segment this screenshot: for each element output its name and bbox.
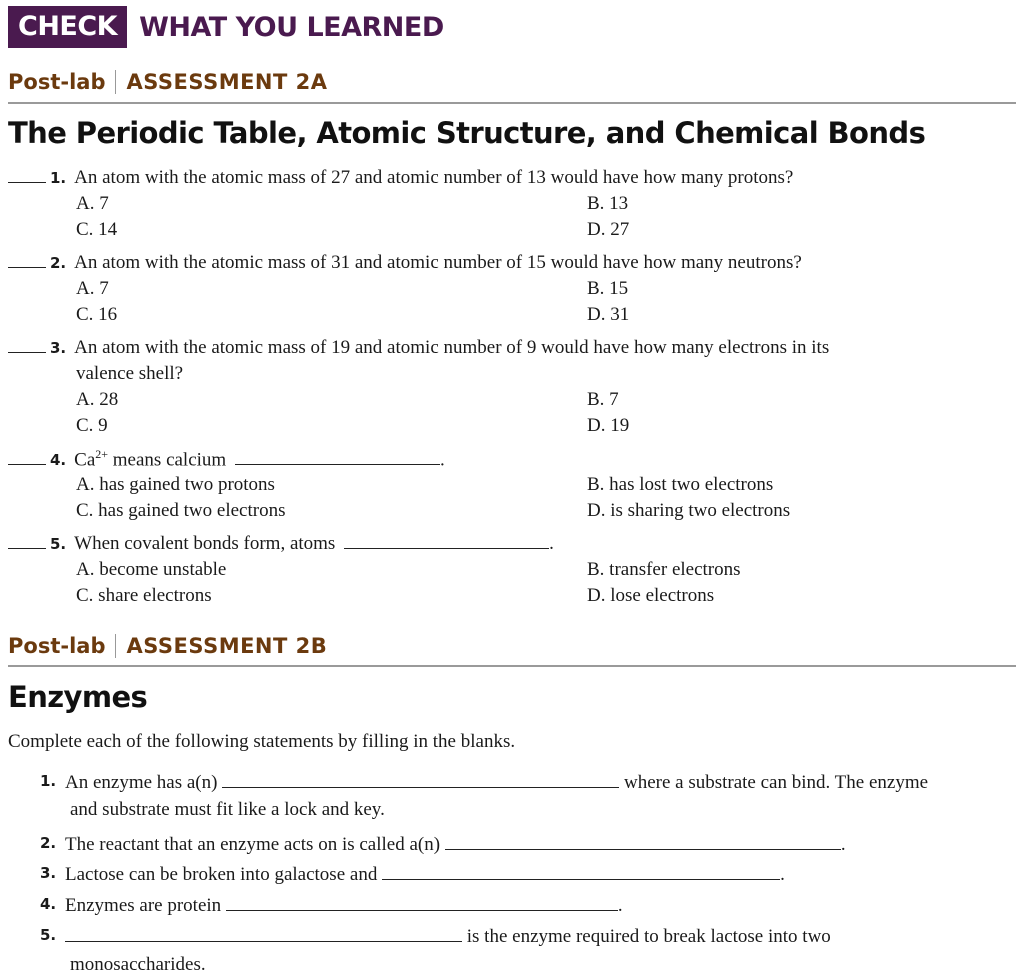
question-number: 4. [50, 451, 67, 470]
section-b-rule [8, 665, 1016, 667]
question-text-pre: Ca [74, 449, 96, 471]
question-number: 2. [50, 254, 67, 272]
item-text [65, 834, 846, 856]
label-separator [115, 634, 116, 658]
header-title: WHAT YOU LEARNED [139, 11, 444, 43]
option-d: D. lose electrons [587, 585, 715, 606]
item-text-pre: The reactant that an enzyme acts on is called a(n) [65, 834, 441, 855]
question-text-continued: valence shell? [76, 363, 184, 384]
item-text [65, 895, 623, 917]
item-number: 1. [40, 772, 57, 790]
question-number: 3. [50, 339, 67, 357]
option-b: B. transfer electrons [587, 559, 741, 580]
option-b: B. 15 [587, 278, 629, 299]
option-a: A. 7 [76, 193, 109, 214]
answer-blank-1[interactable] [8, 168, 46, 183]
section-b-title: Enzymes [8, 680, 148, 714]
fill-in-blank[interactable] [235, 450, 440, 465]
superscript-charge: 2+ [95, 447, 109, 461]
enzyme-item-5-continued: monosaccharides. [70, 954, 206, 975]
section-a-label [8, 70, 328, 94]
option-a: A. has gained two protons [76, 474, 275, 495]
item-text-pre: Enzymes are protein [65, 895, 222, 916]
item-text [65, 926, 831, 948]
question-text: An atom with the atomic mass of 27 and atomic number of 13 would have how many protons? [74, 167, 794, 188]
question-end: . [439, 449, 445, 471]
question-5 [8, 533, 1018, 555]
item-text-post: . [617, 895, 623, 916]
header-check-box: CHECK [8, 6, 127, 48]
option-a: A. become unstable [76, 559, 227, 580]
fill-in-blank[interactable] [226, 896, 618, 911]
fill-in-blank[interactable] [445, 835, 841, 850]
option-b: B. has lost two electrons [587, 474, 774, 495]
question-number: 5. [50, 535, 67, 553]
item-number: 4. [40, 895, 57, 913]
item-text-post: is the enzyme required to break lactose into two [466, 926, 831, 947]
assessment-label: ASSESSMENT 2B [126, 634, 328, 658]
item-text-post: . [840, 834, 846, 855]
option-d: D. is sharing two electrons [587, 500, 791, 521]
fill-in-blank[interactable] [222, 773, 619, 788]
post-lab-label: Post-lab [8, 634, 106, 658]
item-text-pre: An enzyme has a(n) [65, 772, 218, 793]
question-text: An atom with the atomic mass of 31 and atomic number of 15 would have how many neutrons? [74, 252, 802, 273]
post-lab-label: Post-lab [8, 70, 106, 94]
section-a-title: The Periodic Table, Atomic Structure, and Chemical Bonds [8, 116, 926, 150]
answer-blank-3[interactable] [8, 338, 46, 353]
option-b: B. 13 [587, 193, 629, 214]
question-text: An atom with the atomic mass of 19 and atomic number of 9 would have how many electrons in its [74, 337, 830, 358]
section-a-rule [8, 102, 1016, 104]
answer-blank-4[interactable] [8, 450, 46, 465]
item-number: 2. [40, 834, 57, 852]
option-d: D. 27 [587, 219, 630, 240]
question-2 [8, 252, 1018, 274]
question-number: 1. [50, 169, 67, 187]
enzyme-item-1-continued: and substrate must fit like a lock and key. [70, 799, 385, 820]
option-c: C. 14 [76, 219, 118, 240]
item-text [65, 864, 785, 886]
answer-blank-2[interactable] [8, 253, 46, 268]
option-a: A. 7 [76, 278, 109, 299]
item-text [65, 772, 928, 794]
question-text: When covalent bonds form, atoms [74, 533, 336, 554]
question-end: . [549, 533, 554, 554]
option-b: B. 7 [587, 389, 619, 410]
option-c: C. has gained two electrons [76, 500, 286, 521]
item-number: 5. [40, 926, 57, 944]
question-text-post: means calcium [108, 449, 227, 471]
option-d: D. 31 [587, 304, 630, 325]
option-c: C. 9 [76, 415, 108, 436]
question-1 [8, 167, 1018, 189]
option-c: C. 16 [76, 304, 118, 325]
fill-in-blank[interactable] [382, 865, 780, 880]
question-3 [8, 337, 1018, 359]
fill-in-blank[interactable] [65, 927, 462, 942]
label-separator [115, 70, 116, 94]
answer-blank-5[interactable] [8, 534, 46, 549]
item-text-post: where a substrate can bind. The enzyme [623, 772, 929, 793]
section-b-label [8, 634, 327, 658]
item-number: 3. [40, 864, 57, 882]
question-4 [8, 447, 1018, 471]
page-header [8, 6, 444, 48]
option-c: C. share electrons [76, 585, 212, 606]
item-text-pre: Lactose can be broken into galactose and [65, 864, 378, 885]
option-a: A. 28 [76, 389, 119, 410]
option-d: D. 19 [587, 415, 630, 436]
instructions: Complete each of the following statements by filling in the blanks. [8, 731, 516, 752]
item-text-post: . [780, 864, 785, 885]
assessment-label: ASSESSMENT 2A [126, 70, 328, 94]
fill-in-blank[interactable] [344, 534, 549, 549]
